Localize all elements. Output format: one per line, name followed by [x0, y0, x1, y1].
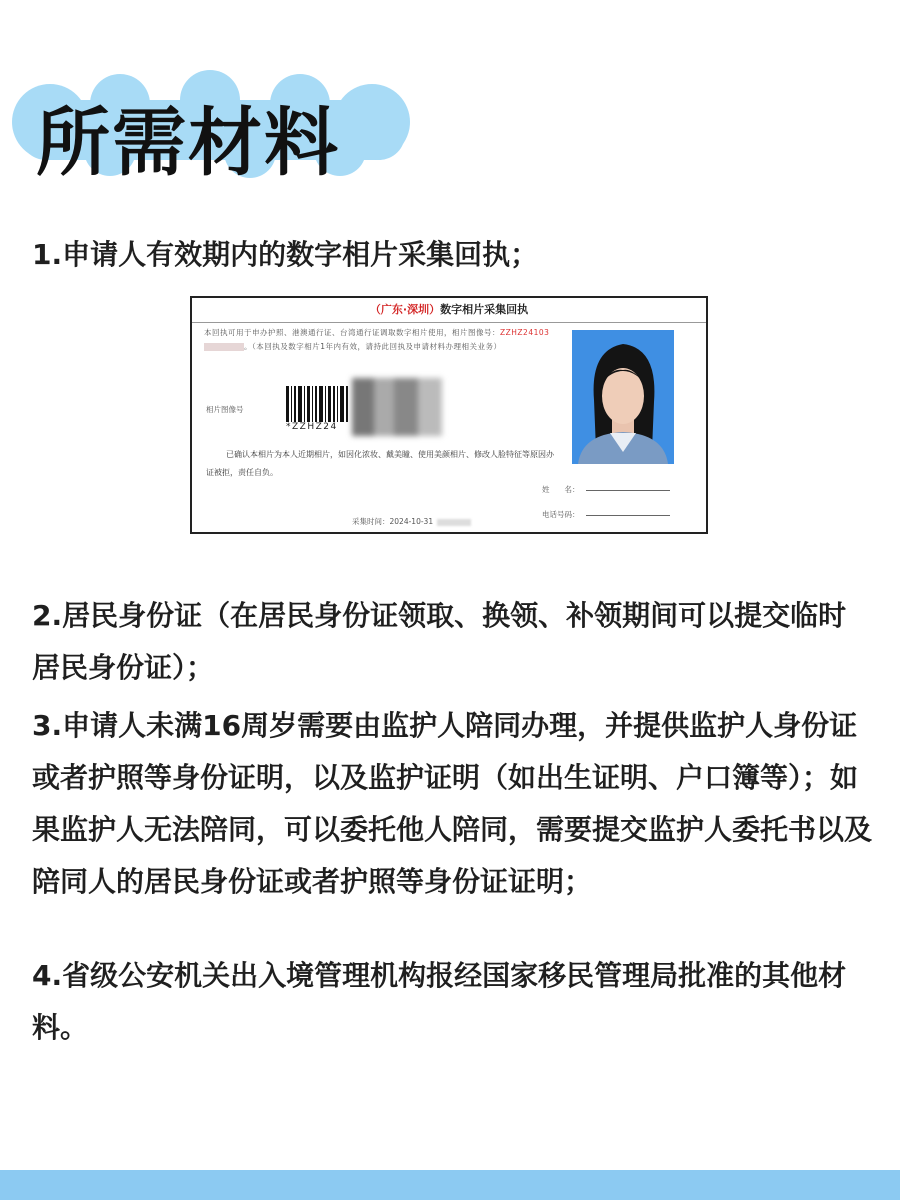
receipt-title: 数字相片采集回执 — [440, 303, 529, 316]
collection-time: 采集时间：2024-10-31 — [352, 517, 434, 526]
receipt-photo-code: ZZHZ24103 — [500, 328, 550, 337]
name-field — [542, 484, 670, 495]
receipt-notice-text-2: 。（本回执及数字相片1年内有效，请持此回执及申请材料办理相关业务） — [244, 342, 502, 351]
redacted-block — [437, 519, 471, 526]
barcode-number: *ZZHZ24 — [286, 422, 338, 432]
receipt-notice — [204, 326, 564, 354]
phone-label: 电话号码： — [542, 510, 580, 519]
name-line — [586, 490, 670, 491]
material-item-1: 1.申请人有效期内的数字相片采集回执； — [32, 238, 539, 271]
portrait-icon — [572, 330, 674, 464]
page-title: 所需材料 — [36, 100, 340, 186]
id-photo — [572, 330, 674, 464]
receipt-region: （广东·深圳） — [369, 303, 441, 316]
bottom-bar — [0, 1170, 900, 1200]
name-label: 姓 名： — [542, 485, 580, 494]
receipt-notice-text: 本回执可用于申办护照、港澳通行证、台湾通行证调取数字相片使用，相片图像号： — [204, 328, 500, 337]
receipt-header — [192, 298, 706, 323]
barcode-icon — [286, 386, 348, 422]
material-item-4: 4.省级公安机关出入境管理机构报经国家移民管理局批准的其他材料。 — [32, 959, 847, 1044]
photo-number-label: 相片图像号 — [206, 405, 244, 414]
phone-line — [586, 515, 670, 516]
redacted-block — [204, 343, 244, 351]
phone-field — [542, 509, 670, 520]
receipt-confirmation: 已确认本相片为本人近期相片，如因化浓妆、戴美瞳、使用美颜相片、修改人脸特征等原因办证被拒，责任自负。 — [206, 450, 554, 477]
redacted-barcode-icon — [352, 378, 442, 436]
photo-receipt-card — [190, 296, 708, 534]
material-item-3: 3.申请人未满16周岁需要由监护人陪同办理，并提供监护人身份证或者护照等身份证明，以及监护证明（如出生证明、户口簿等）；如果监护人无法陪同，可以委托他人陪同，需要提交监护人委托书以及陪同人的居民身份证或者护照等身份证证明； — [32, 709, 873, 898]
receipt-time — [352, 516, 471, 527]
title-banner — [0, 70, 430, 186]
material-item-2: 2.居民身份证（在居民身份证领取、换领、补领期间可以提交临时居民身份证）； — [32, 599, 847, 684]
